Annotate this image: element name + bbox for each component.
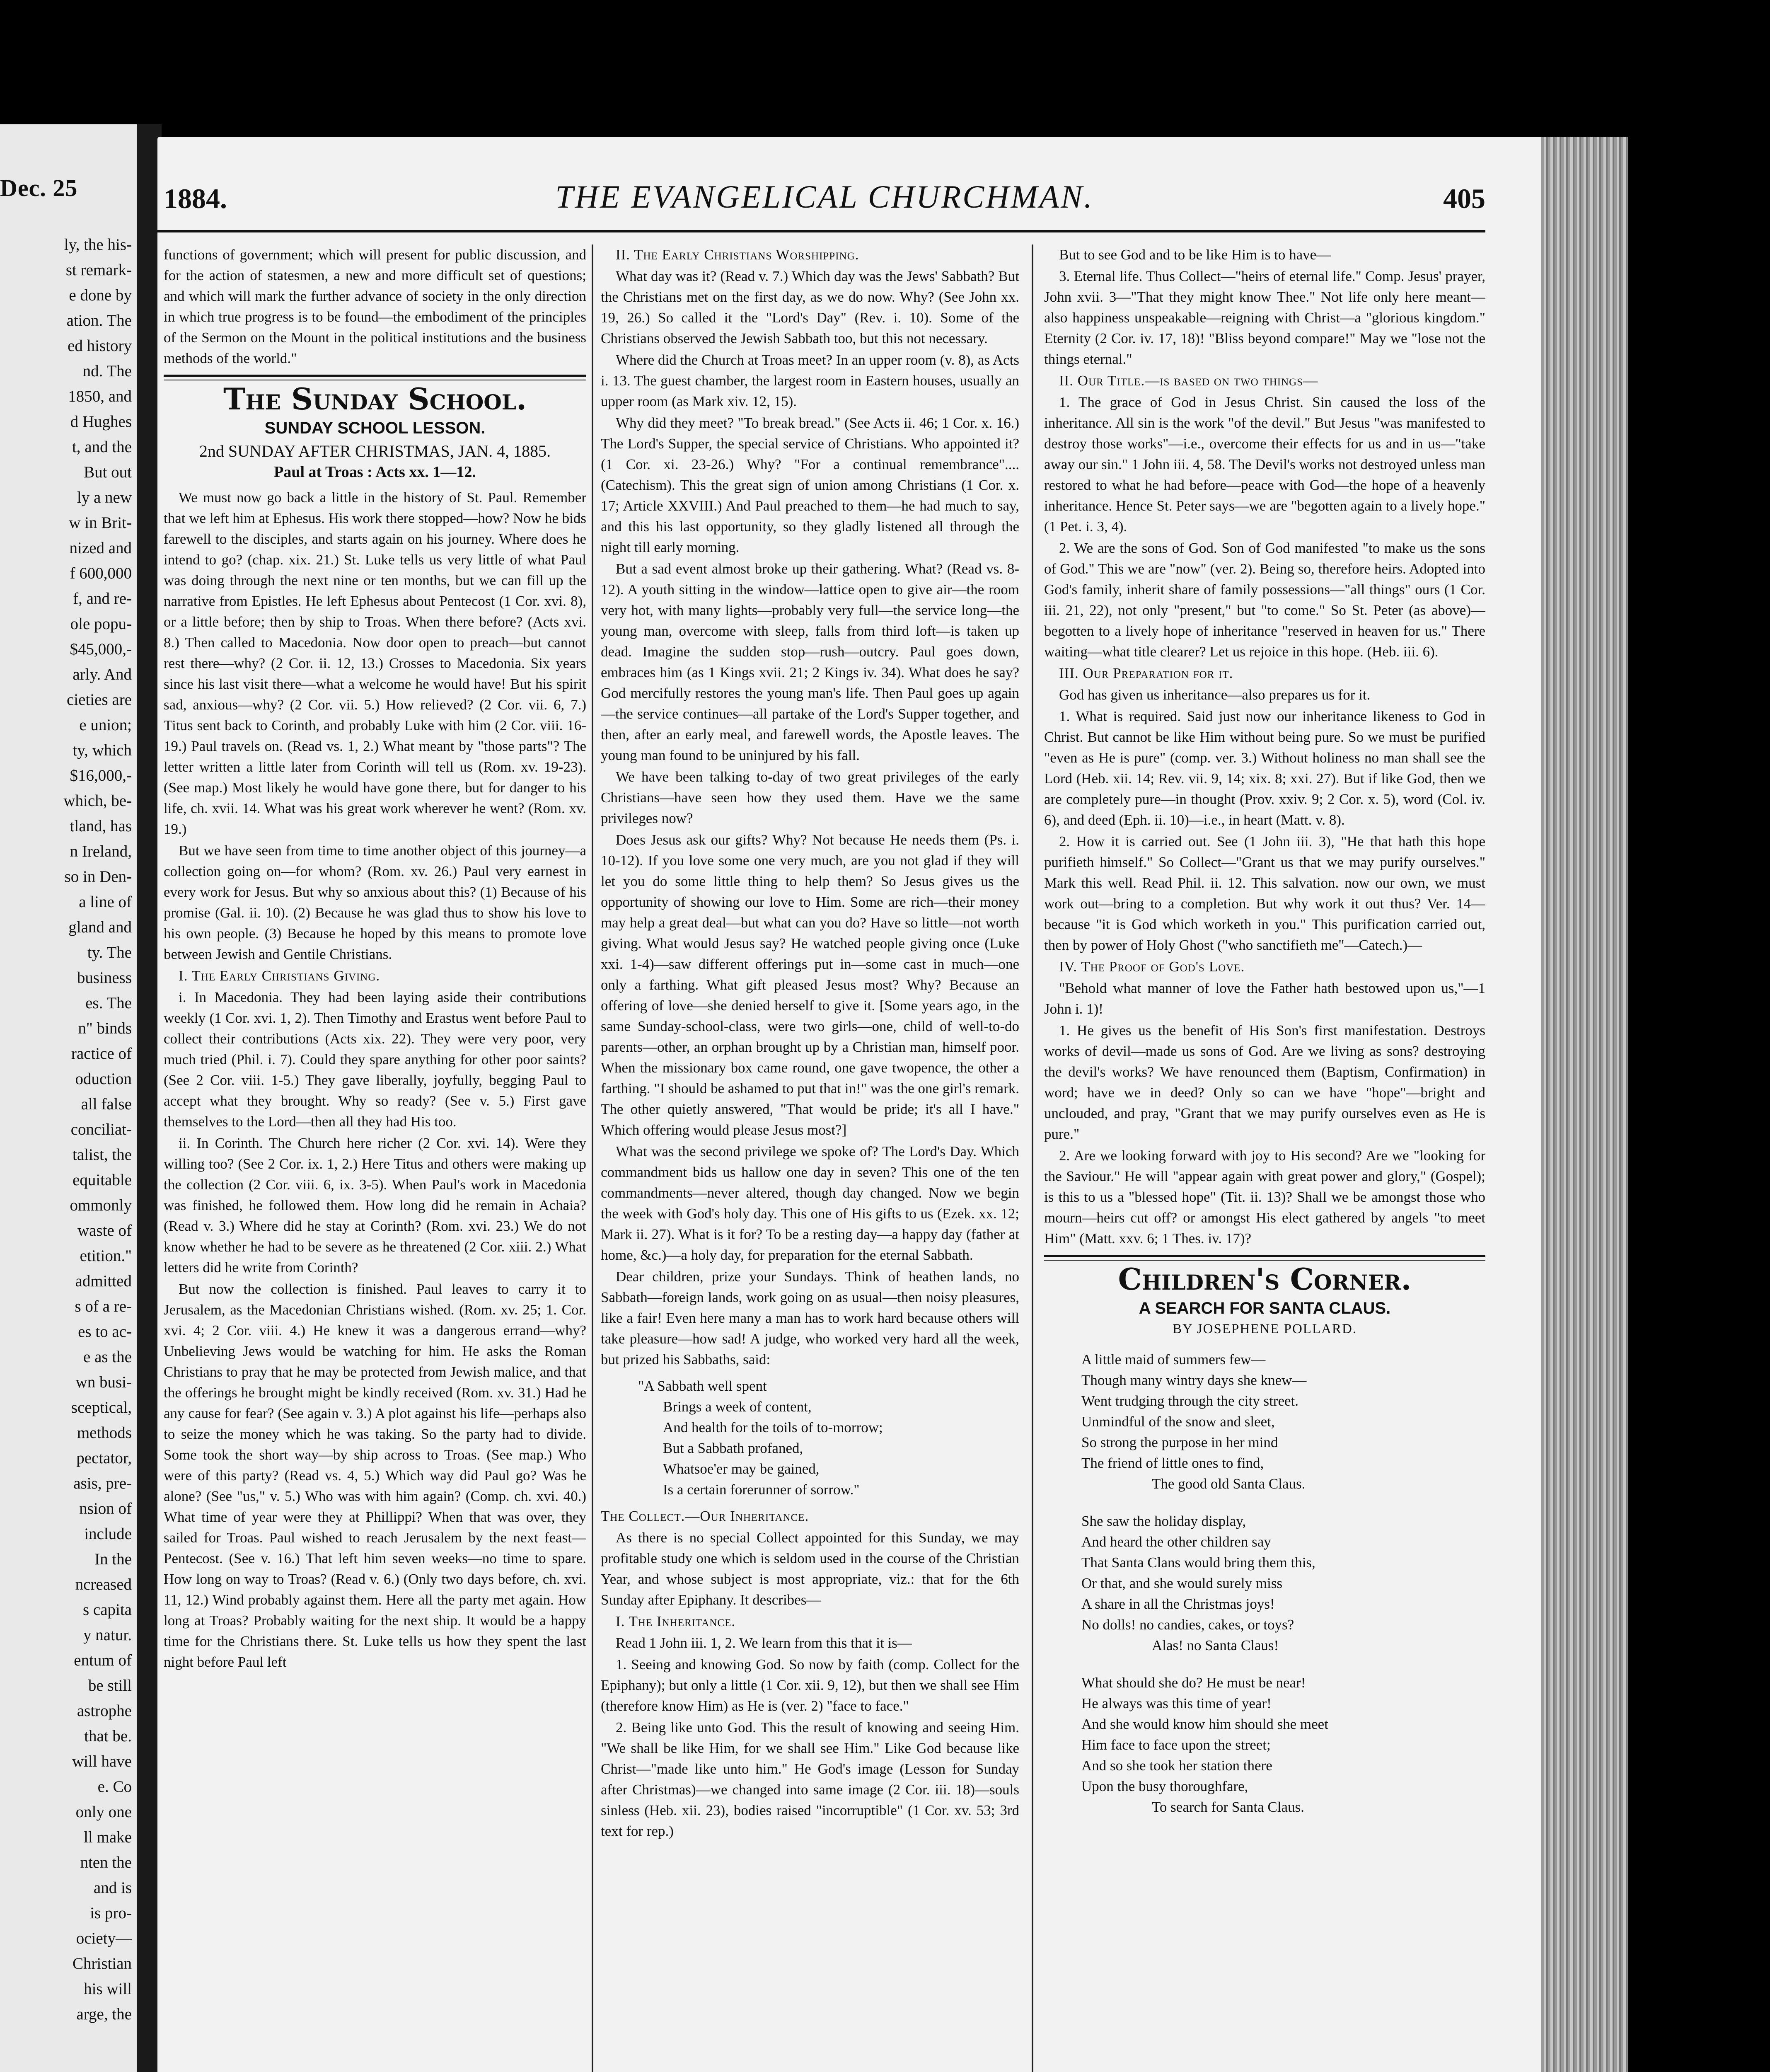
adjacent-page-line: ociety—: [76, 1929, 132, 1947]
adjacent-page-line: s capita: [82, 1601, 132, 1619]
subheading: I. The Early Christians Giving.: [179, 968, 380, 984]
poem-line: Or that, and she would surely miss: [1081, 1575, 1283, 1591]
adjacent-page-line: ommonly: [70, 1196, 132, 1214]
adjacent-page-text: [0, 232, 137, 2027]
column-rule: [1032, 244, 1033, 2072]
paragraph: What day was it? (Read v. 7.) Which day was the Jews' Sabbath? But the Christians met on the first day, as we do now. Why? (See John xx. 19, 26.) So called it the "Lord's Day" (Rev. i. 10). Some of the Christians observed the Jewish Sabbath too, but this not necessary.: [601, 268, 1019, 346]
adjacent-page-line: e done by: [69, 286, 132, 304]
lesson-date: 2nd SUNDAY AFTER CHRISTMAS, JAN. 4, 1885.: [199, 442, 551, 460]
adjacent-page-line: equitable: [73, 1171, 132, 1189]
column-rule: [592, 244, 593, 2072]
adjacent-page-line: include: [84, 1525, 132, 1543]
paragraph: We have been talking to-day of two great privileges of the early Christians—have seen how they used them. Have we the same privileges now?: [601, 769, 1019, 826]
adjacent-page-line: ty, which: [73, 741, 132, 759]
adjacent-page-line: and is: [93, 1879, 132, 1897]
paragraph: As there is no special Collect appointed for this Sunday, we may profitable study one which is seldom used in the course of the Christian Year, and whose subject is most appropriate, viz.: that for the 6th Sunday after Epiphany. It describes—: [601, 1530, 1019, 1608]
poem-line: Alas! no Santa Claus!: [1152, 1637, 1279, 1653]
poem-line: Unmindful of the snow and sleet,: [1081, 1414, 1275, 1430]
adjacent-page-line: ll make: [84, 1828, 132, 1846]
adjacent-page-line: business: [77, 969, 132, 987]
adjacent-page-line: f 600,000: [70, 564, 132, 582]
adjacent-page-line: cieties are: [67, 691, 132, 709]
adjacent-page-line: his will: [84, 1980, 132, 1998]
paragraph: 1. The grace of God in Jesus Christ. Sin caused the loss of the inheritance. All sin is the work "of the devil." But Jesus "was manifested to destroy those works"—i.e., overcome their effects for us and in us—"take away our sin." 1 John iii. 4, 58. The Devil's works not destroyed unless man restored to what he had before—peace with God—the hope of a heavenly inheritance. Hence St. Peter says—we are "begotten again to a lively hope." (1 Pet. i. 3, 4).: [1044, 394, 1485, 535]
section-title: Children's Corner.: [1118, 1261, 1412, 1297]
subheading: III. Our Preparation for it.: [1059, 665, 1233, 681]
adjacent-page-line: ly a new: [77, 489, 132, 506]
poem-stanza: [1081, 1349, 1485, 1494]
poem-line: Is a certain forerunner of sorrow.": [663, 1481, 860, 1498]
adjacent-page-line: only one: [75, 1803, 132, 1821]
adjacent-page-line: is pro-: [90, 1904, 132, 1922]
section-title: The Sunday School.: [223, 381, 527, 416]
article-ending: functions of government; which will present for public discussion, and for the action of statesmen, a new and more difficult set of questions; and which will mark the further advance of society in the only direction in which true progress is to be found—the embodiment of the principles of the Sermon on the Mount in the political institutions and the business methods of the world.": [164, 247, 586, 366]
adjacent-page-line: entum of: [74, 1651, 132, 1669]
masthead-title: THE EVANGELICAL CHURCHMAN.: [555, 179, 1094, 215]
subheading: The Collect.—Our Inheritance.: [601, 1508, 809, 1524]
poem-line: And so she took her station there: [1081, 1757, 1272, 1774]
poem-line: He always was this time of year!: [1081, 1695, 1272, 1711]
paragraph: 2. Are we looking forward with joy to His second? Are we "looking for the Saviour." He will "appear again with great power and glory," (Gospel); is this to us a "blessed hope" (Tit. ii. 13)? Shall we be amongst those who mourn—heirs cut off? or amongst His elect gathered by angels "to meet Him" (Matt. xxv. 6; 1 Thes. iv. 17)?: [1044, 1147, 1485, 1247]
adjacent-page-line: ed history: [68, 337, 132, 355]
paragraph: "Behold what manner of love the Father hath bestowed upon us,"—1 John i. 1)!: [1044, 980, 1485, 1017]
sabbath-poem: [638, 1376, 1019, 1500]
header-rule: [157, 230, 1485, 232]
poem-line: She saw the holiday display,: [1081, 1513, 1246, 1529]
poem-line: And health for the toils of to-morrow;: [663, 1419, 883, 1435]
lesson-subject: Paul at Troas : Acts xx. 1—12.: [274, 463, 476, 481]
adjacent-page-line: astrophe: [77, 1702, 132, 1720]
adjacent-page-line: that be.: [84, 1727, 132, 1745]
adjacent-page-line: n" binds: [78, 1019, 132, 1037]
adjacent-page-line: asis, pre-: [73, 1474, 132, 1492]
paragraph: ii. In Corinth. The Church here richer (2 Cor. xvi. 14). Were they willing too? (See 2 Cor. ix. 1, 2.) Here Titus and others were making up the collection (2 Cor. viii. 6, ix. 3-5). When Paul's work in Macedonia was finished, he followed them. How long did he remain in Achaia? (Read v. 3.) Where did he stay at Corinth? (Rom. xvi. 23.) We do not know whether he had to be severe as he threatened (2 Cor. xiii. 2.) What letters did he write from Corinth?: [164, 1135, 586, 1276]
paragraph: Read 1 John iii. 1, 2. We learn from this that it is—: [616, 1635, 912, 1651]
poem-line: And heard the other children say: [1081, 1534, 1271, 1550]
poem-stanza: [1081, 1511, 1485, 1656]
adjacent-page-line: $45,000,-: [70, 640, 132, 658]
adjacent-page-line: ty. The: [87, 944, 132, 961]
adjacent-page-line: es to ac-: [78, 1323, 132, 1341]
adjacent-page-line: a line of: [79, 893, 132, 911]
adjacent-page-line: y natur.: [83, 1626, 132, 1644]
paragraph: Dear children, prize your Sundays. Think of heathen lands, no Sabbath—foreign lands, work going on as usual—then noisy pleasures, like a fair! Even here many a man has to work hard because others will take pleasure—how sad! A judge, who worked very hard all the week, but prized his Sabbaths, said:: [601, 1268, 1019, 1368]
poem-line: No dolls! no candies, cakes, or toys?: [1081, 1617, 1294, 1633]
subheading: II. Our Title.—is based on two things—: [1059, 373, 1318, 389]
adjacent-page-header: Dec. 25: [0, 174, 78, 201]
adjacent-page-line: methods: [77, 1424, 132, 1442]
adjacent-page-line: arly. And: [73, 666, 132, 683]
adjacent-page-line: wn busi-: [75, 1373, 132, 1391]
adjacent-page-line: will have: [72, 1752, 132, 1770]
paragraph: i. In Macedonia. They had been laying aside their contributions weekly (1 Cor. xvi. 1, 2). Then Timothy and Erastus went before Paul to collect their contributions (Acts xix. 22). They were very poor, very much tried (Phil. i. 7). Could they spare anything for other poor saints? (See 2 Cor. viii. 1-5.) They gave liberally, joyfully, begging Paul to accept what they brought. Why so ready? (See v. 5.) First gave themselves to the Lord—then all they had His too.: [164, 989, 586, 1130]
adjacent-page-line: e as the: [83, 1348, 132, 1366]
adjacent-page-line: ation. The: [66, 312, 132, 329]
adjacent-page-line: nsion of: [79, 1500, 132, 1518]
adjacent-page-line: ncreased: [75, 1576, 132, 1593]
column-1: [164, 244, 586, 2072]
paragraph: 1. He gives us the benefit of His Son's first manifestation. Destroys works of devil—made us sons of God. Are we living as sons? destroying the devil's works? We have renounced them (Baptism, Confirmation) in word; have we in deed? Only so can we have "hope"—bright and unclouded, and pray, "Grant that we may purify ourselves even as He is pure.": [1044, 1022, 1485, 1142]
paragraph: 1. Seeing and knowing God. So now by faith (comp. Collect for the Epiphany); but only a little (1 Cor. xii. 9, 12), but then we shall see Him (therefore know Him) as He is (ver. 2) "face to face.": [601, 1656, 1019, 1714]
poem-line: Went trudging through the city street.: [1081, 1393, 1299, 1409]
poem-line: Upon the busy thoroughfare,: [1081, 1778, 1248, 1794]
adjacent-page-line: be still: [88, 1677, 132, 1694]
story-author: BY JOSEPHENE POLLARD.: [1172, 1322, 1357, 1336]
adjacent-page-line: f, and re-: [73, 590, 132, 608]
story-title: A SEARCH FOR SANTA CLAUS.: [1139, 1299, 1391, 1317]
poem-line: Though many wintry days she knew—: [1081, 1372, 1307, 1388]
paragraph: 3. Eternal life. Thus Collect—"heirs of eternal life." Comp. Jesus' prayer, John xvii. 3—"That they might know Thee." Not life only here meant—also happiness unspeakable—reigning with Christ—a "glorious kingdom." Eternity (2 Cor. iv. 17, 18)! "Bliss beyond compare!" May we "lose not the things eternal.": [1044, 268, 1485, 367]
paragraph: Does Jesus ask our gifts? Why? Not because He needs them (Ps. i. 10-12). If you love some one very much, are you not glad if they will let you do some little thing to help them? So Jesus gives us the opportunity of showing our love to Him. Some are rich—their money may help a great deal—but what can you do? Have so little—not worth giving. What would Jesus say? He watched people giving once (Luke xxi. 1-4)—saw different offerings put in—some cast in much—one only a farthing. What gift pleased Jesus most? Why? Because an offering of love—she denied herself to give it. [Some years ago, in the same Sunday-school-class, were two girls—one, child of well-to-do parents—other, an orphan brought up by a Christian man, himself poor. When the missionary box came round, one gave twopence, the other a farthing. "I should be ashamed to put that in!" was the one girl's remark. The other quietly answered, "That would be pride; it's all I have." Which offering would please Jesus most?]: [601, 832, 1019, 1138]
paragraph: Where did the Church at Troas meet? In an upper room (v. 8), as Acts i. 13. The guest chamber, the largest room in Eastern houses, usually an upper room (as Mark xiv. 12, 15).: [601, 352, 1019, 409]
adjacent-page-line: nized and: [69, 539, 132, 557]
paragraph: God has given us inheritance—also prepares us for it.: [1059, 687, 1371, 703]
lesson-title: SUNDAY SCHOOL LESSON.: [264, 419, 486, 437]
paragraph: What was the second privilege we spoke of? The Lord's Day. Which commandment bids us hallow one day in seven? This one of the ten commandments—never altered, though day changed. Now we begin the week with God's holy day. This one of His gifts to us (Ezek. xx. 12; Mark ii. 27). What is it for? To be a resting day—a happy day (father at home, &c.)—a holy day, for preparation for the eternal Sabbath.: [601, 1143, 1019, 1263]
adjacent-page-line: pectator,: [76, 1449, 132, 1467]
adjacent-page-line: In the: [94, 1550, 132, 1568]
adjacent-page-line: ly, the his-: [64, 236, 132, 254]
adjacent-page-line: admitted: [75, 1272, 132, 1290]
paragraph: 2. Being like unto God. This the result of knowing and seeing Him. "We shall be like Him, for we shall see Him." Like God because like Christ—"made like unto him." He God's image (Lesson for Sunday after Christmas)—we changed into same image (2 Cor. iii. 18)—souls sinless (Heb. xii. 23), bodies raised "incorruptible" (1 Cor. xv. 53; 3rd text for rep.): [601, 1719, 1019, 1839]
paragraph: We must now go back a little in the history of St. Paul. Remember that we left him at Ephesus. His work there stopped—how? Now he bids farewell to the disciples, and starts again on his journey. Where does he intend to go? (chap. xix. 21.) St. Luke tells us very little of what Paul was doing through the next nine or ten months, but we can fill up the narrative from Epistles. He left Ephesus about Pentecost (1 Cor. xvi. 8), or a little before; then by ship to Troas. When there before? (Acts xvi. 8.) Then called to Macedonia. Now door open to preach—but cannot rest there—why? (2 Cor. ii. 12, 13.) Crosses to Macedonia. Six years since his last visit there—what a welcome he would have! But his spirit sad, anxious—why? (2 Cor. vii. 5.) How relieved? (2 Cor. vii. 6, 7.) Titus sent back to Corinth, and probably Luke with him (2 Cor. viii. 16-19.) Paul travels on. (Read vs. 1, 2.) What meant by "those parts"? The letter written a little later from Corinth will tell us (Rom. xv. 19-23). (See map.) Most likely he would have gone there, but for danger to his life, ch. xvii. 14. What was his great work wherever he went? (Rom. xv. 19.): [164, 489, 586, 837]
paragraph: But now the collection is finished. Paul leaves to carry it to Jerusalem, as the Macedonian Christians wished. (Rom. xv. 25; 1. Cor. xvi. 4; 2 Cor. viii. 4.) He knew it was a dangerous errand—why? Unbelieving Jews would be watching for him. He asks the Roman Christians to pray that he may be protected from Jewish malice, and that the offerings he brought might be kindly received (Rom. xv. 31.) Had he any cause for fear? (See again v. 3.) A plot against his life—perhaps also to seize the money which he was taking. So the party had to divide. Some took the short way—by ship across to Troas. (See map.) Who were of this party? (Read vs. 4, 5.) Which way did Paul go? Was he alone? (See "us," v. 5.) Who was with him again? (Comp. ch. xvi. 40.) What time of year were they at Phillippi? When that was over, they sailed for Troas. Paul wished to reach Jerusalem by the next feast—Pentecost. (See v. 16.) That left him seven weeks—no time to spare. How long on way to Troas? (Read v. 6.) (Only two days before, ch. xvi. 11, 12.) Wind probably against them. Here all the party met again. How long at Troas? Probably waiting for the next ship. It would be a happy time for the Christians there. St. Luke tells us how they spent the last night before Paul left: [164, 1281, 586, 1670]
adjacent-page-edge: [0, 124, 137, 2072]
poem-line: "A Sabbath well spent: [638, 1378, 767, 1394]
poem-line: What should she do? He must be near!: [1081, 1675, 1306, 1691]
adjacent-page-line: e union;: [79, 716, 132, 734]
poem-line: To search for Santa Claus.: [1152, 1799, 1304, 1815]
adjacent-page-line: t, and the: [72, 438, 132, 456]
header-year: 1884.: [164, 183, 227, 214]
poem-line: Brings a week of content,: [663, 1399, 812, 1415]
adjacent-page-line: gland and: [68, 918, 132, 936]
subheading: I. The Inheritance.: [616, 1613, 736, 1629]
adjacent-page-line: es. The: [85, 994, 132, 1012]
adjacent-page-line: 1850, and: [68, 387, 132, 405]
section-divider: [164, 375, 586, 380]
adjacent-page-line: so in Den-: [64, 868, 132, 886]
page-stack-edge: [1541, 137, 1628, 2072]
column-3: [1044, 244, 1485, 2072]
page-number: 405: [1443, 183, 1485, 214]
page-header: [164, 178, 1485, 224]
adjacent-page-line: all false: [81, 1095, 132, 1113]
subheading: IV. The Proof of God's Love.: [1059, 959, 1245, 975]
column-2: [601, 244, 1019, 2072]
paragraph: But a sad event almost broke up their gathering. What? (Read vs. 8-12). A youth sitting in the window—lattice open to give air—the room very hot, with many lights—probably very full—the service long—the young man, overcome with sleep, falls from third loft—is taken up dead. Imagine the sudden stop—rush—outcry. Paul goes down, embraces him (as 1 Kings xvii. 21; 2 Kings iv. 34). What does he say? God mercifully restores the young man's life. Then Paul goes up again—the service continues—all partake of the Lord's Supper together, and then, after an early meal, and farewell words, the Apostle leaves. The young man found to be uninjured by his fall.: [601, 561, 1019, 763]
adjacent-page-line: But out: [84, 463, 132, 481]
poem-stanza: [1081, 1673, 1485, 1818]
adjacent-page-line: waste of: [77, 1222, 132, 1239]
adjacent-page-line: ractice of: [71, 1045, 132, 1063]
adjacent-page-line: w in Brit-: [69, 514, 132, 532]
adjacent-page-line: nd. The: [82, 362, 132, 380]
poem-line: The good old Santa Claus.: [1152, 1476, 1306, 1492]
adjacent-page-line: s of a re-: [75, 1297, 132, 1315]
adjacent-page-line: tland, has: [70, 817, 132, 835]
adjacent-page-line: d Hughes: [70, 413, 132, 431]
poem-line: But a Sabbath profaned,: [663, 1440, 803, 1456]
poem-line: Whatsoe'er may be gained,: [663, 1461, 820, 1477]
poem-line: So strong the purpose in her mind: [1081, 1434, 1278, 1450]
adjacent-page-line: talist, the: [73, 1146, 132, 1164]
adjacent-page-line: ole popu-: [70, 615, 132, 633]
poem-line: And she would know him should she meet: [1081, 1716, 1328, 1732]
adjacent-page-line: nten the: [80, 1854, 132, 1871]
adjacent-page-line: Christian: [73, 1955, 132, 1973]
paragraph: 2. How it is carried out. See (1 John iii. 3), "He that hath this hope purifieth himself." So Collect—"Grant us that we may purify ourselves." Mark this well. Read Phil. ii. 12. This salvation. now our own, we must work out—bring to a completion. But why work it out thus? Ver. 14—because "it is God which worketh in you." This purification carried out, then by power of Holy Ghost ("who sanctifieth me"—Catech.)—: [1044, 833, 1485, 953]
adjacent-page-line: conciliat-: [70, 1121, 132, 1138]
paragraph: But we have seen from time to time another object of this journey—a collection going on—for whom? (Rom. xv. 26.) Paul very earnest in every work for Jesus. But why so anxious about this? (1) Because of his promise (Gal. ii. 10). (2) Because he was glad thus to show his love to his own people. (3) Because he hoped by this means to promote love between Jewish and Gentile Christians.: [164, 842, 586, 962]
poem-line: That Santa Clans would bring them this,: [1081, 1554, 1315, 1571]
adjacent-page-line: arge, the: [76, 2005, 132, 2023]
subheading: II. The Early Christians Worshipping.: [616, 247, 859, 263]
poem-line: The friend of little ones to find,: [1081, 1455, 1264, 1471]
paragraph: Why did they meet? "To break bread." (See Acts ii. 46; 1 Cor. x. 16.) The Lord's Supper, the special service of Christians. Who appointed it? (1 Cor. xi. 23-26.) Why? "For a continual remembrance".... (Catechism). This the great sign of union among Christians (1 Cor. x. 17; Article XXVIII.) And Paul preached to them—he had much to say, and this his last opportunity, so they gladly listened all through the night till early morning.: [601, 415, 1019, 555]
adjacent-page-line: sceptical,: [71, 1399, 132, 1416]
adjacent-page-line: oduction: [75, 1070, 132, 1088]
poem-line: A share in all the Christmas joys!: [1081, 1596, 1275, 1612]
adjacent-page-line: $16,000,-: [70, 767, 132, 784]
adjacent-page-line: n Ireland,: [70, 842, 132, 860]
paragraph: 2. We are the sons of God. Son of God manifested "to make us the sons of God." This we are "now" (ver. 2). Being so, therefore heirs. Adopted into God's family, inherit share of family possessions—"all things" ours (1 Cor. iii. 21, 22), not only "present," but "to come." So St. Peter (as above)—begotten to a lively hope of inheritance "reserved in heaven for us." There waiting—what title clearer? Let us rejoice in this hope. (Heb. iii. 6).: [1044, 540, 1485, 660]
paragraph: 1. What is required. Said just now our inheritance likeness to God in Christ. But cannot be like Him without being pure. So we must be purified "even as He is pure" (comp. ver. 3.) Without holiness no man shall see the Lord (Heb. xii. 14; Rev. vii. 9, 14; xix. 8; xxi. 27). But if like God, then we are completely pure—in thought (Prov. xxiv. 9; 2 Cor. x. 5), word (Col. iv. 6), and deed (Eph. ii. 10)—i.e., in heart (Matt. v. 8).: [1044, 708, 1485, 828]
poem-line: Him face to face upon the street;: [1081, 1737, 1271, 1753]
adjacent-page-line: which, be-: [63, 792, 132, 810]
adjacent-page-line: etition.": [80, 1247, 132, 1265]
adjacent-page-line: st remark-: [65, 261, 132, 279]
paragraph: But to see God and to be like Him is to have—: [1059, 247, 1331, 263]
section-divider: [1044, 1255, 1485, 1261]
poem-line: A little maid of summers few—: [1081, 1351, 1266, 1368]
adjacent-page-line: e. Co: [97, 1778, 132, 1796]
